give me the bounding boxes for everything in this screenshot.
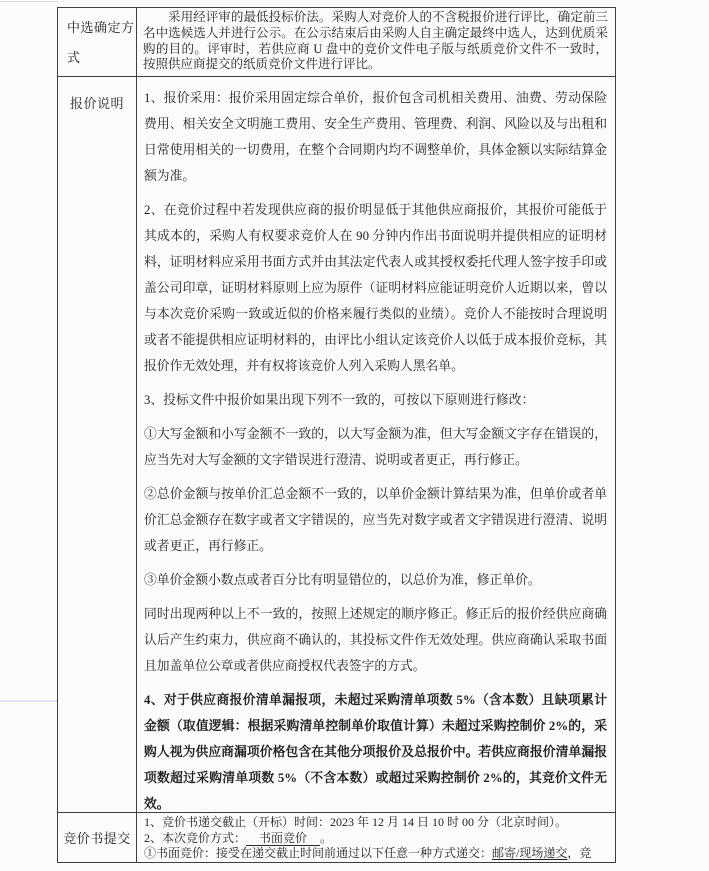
quote-paragraph-4-item3: ③单价金额小数点或者百分比有明显错位的，以总价为准，修正单价。 — [144, 573, 541, 587]
quote-paragraph-4-item2: ②总价金额与按单价汇总金额不一致的，以单价金额计算结果为准，但单价或者单价汇总金额存在数字或者文字错误的，应当先对数字或者文字错误进行澄清、说明或者更正，再行修正。 — [144, 487, 607, 553]
bid-method-line — [144, 831, 607, 847]
delivery-method-line — [144, 846, 607, 862]
row-header-selection-method: 中选确定方式 — [58, 8, 137, 76]
bid-method-label: 2、本次竞价方式： — [144, 830, 247, 845]
quote-notes-cell — [137, 77, 615, 812]
delivery-method-tail: ，竞 — [567, 846, 592, 861]
scan-artifact-left-streak — [0, 700, 57, 702]
delivery-method-underlined: 邮寄/现场递交 — [492, 846, 568, 861]
quote-paragraph-6-bold: 4、对于供应商报价清单漏报项，未超过采购清单项数 5%（含本数）且缺项累计金额（取值逻辑：根据采购清单控制单价取值计算）未超过采购控制价 2%的，采购人视为供应商漏项价格包含在其他分项报价及总报价中。若供应商报价清单漏报项数超过采购清单项数 5%（不含本数）或超过采购控制价 2%的，其竞价文件无效。 — [144, 693, 607, 811]
row-header-bid-submission: 竞价书提交 — [58, 813, 137, 862]
quote-paragraph-1: 1、报价采用：报价采用固定综合单价，报价包含司机相关费用、油费、劳动保险费用、相关安全文明施工费用、安全生产费用、管理费、利润、风险以及与出租和日常使用相关的一切费用，在整个合同期内均不调整单价，具体金额以实际结算金额为准。 — [144, 91, 607, 183]
table-row-selection-method — [58, 8, 615, 76]
selection-method-text: 采用经评审的最低投标价法。采购人对竞价人的不含税报价进行评比，确定前三名中选候选人并进行公示。在公示结束后由采购人自主确定最终中选人，达到优质采购的目的。评审时，若供应商 U 盘中的竞价文件电子版与纸质竞价文件不一致时，按照供应商提交的纸质竞价文件进行评比。 — [143, 10, 608, 72]
quote-paragraph-2: 2、在竞价过程中若发现供应商的报价明显低于其他供应商报价，其报价可能低于其成本的，采购人有权要求竞价人在 90 分钟内作出书面说明并提供相应的证明材料，证明材料应采用书面方式并由其法定代表人或其授权委托代理人签字按手印或盖公司印章，证明材料原则上应为原件（证明材料应能证明竞价人近期以来，曾以与本次竞价采购一致或近似的价格来履行类似的业绩）。竞价人不能按时合理说明或者不能提供相应证明材料的，由评比小组认定该竞价人以低于成本报价竞标，其报价作无效处理，并有权将该竞价人列入采购人黑名单。 — [144, 203, 607, 373]
bid-submission-deadline-line: 1、竞价书递交截止（开标）时间：2023 年 12 月 14 日 10 时 00 分（北京时间）。 — [144, 815, 568, 829]
selection-method-cell — [137, 8, 615, 76]
bid-submission-cell — [137, 813, 615, 862]
bid-method-period: 。 — [320, 830, 333, 845]
quote-paragraph-5: 同时出现两种以上不一致的，按照上述规定的顺序修正。修正后的报价经供应商确认后产生约束力，供应商不确认的，其投标文件作无效处理。供应商确认采取书面且加盖单位公章或者供应商授权代表签字的方式。 — [144, 607, 607, 673]
row-header-quote-notes: 报价说明 — [58, 77, 137, 812]
bid-method-underlined-value: 书面竞价 — [246, 832, 320, 847]
quote-paragraph-3: 3、投标文件中报价如果出现下列不一致的，可按以下原则进行修改： — [144, 393, 535, 407]
delivery-method-text: ①书面竞价：接受在递交截止时间前通过以下任意一种方式递交： — [144, 846, 493, 861]
table-row-quote-notes — [58, 76, 615, 812]
scan-artifact-top-streak — [0, 1, 58, 2]
table-row-bid-submission — [58, 812, 615, 862]
quote-paragraph-4-item1: ①大写金额和小写金额不一致的，以大写金额为准，但大写金额文字存在错误的，应当先对大写金额的文字错误进行澄清、说明或者更正，再行修正。 — [144, 427, 607, 467]
bidding-terms-table — [57, 7, 616, 863]
